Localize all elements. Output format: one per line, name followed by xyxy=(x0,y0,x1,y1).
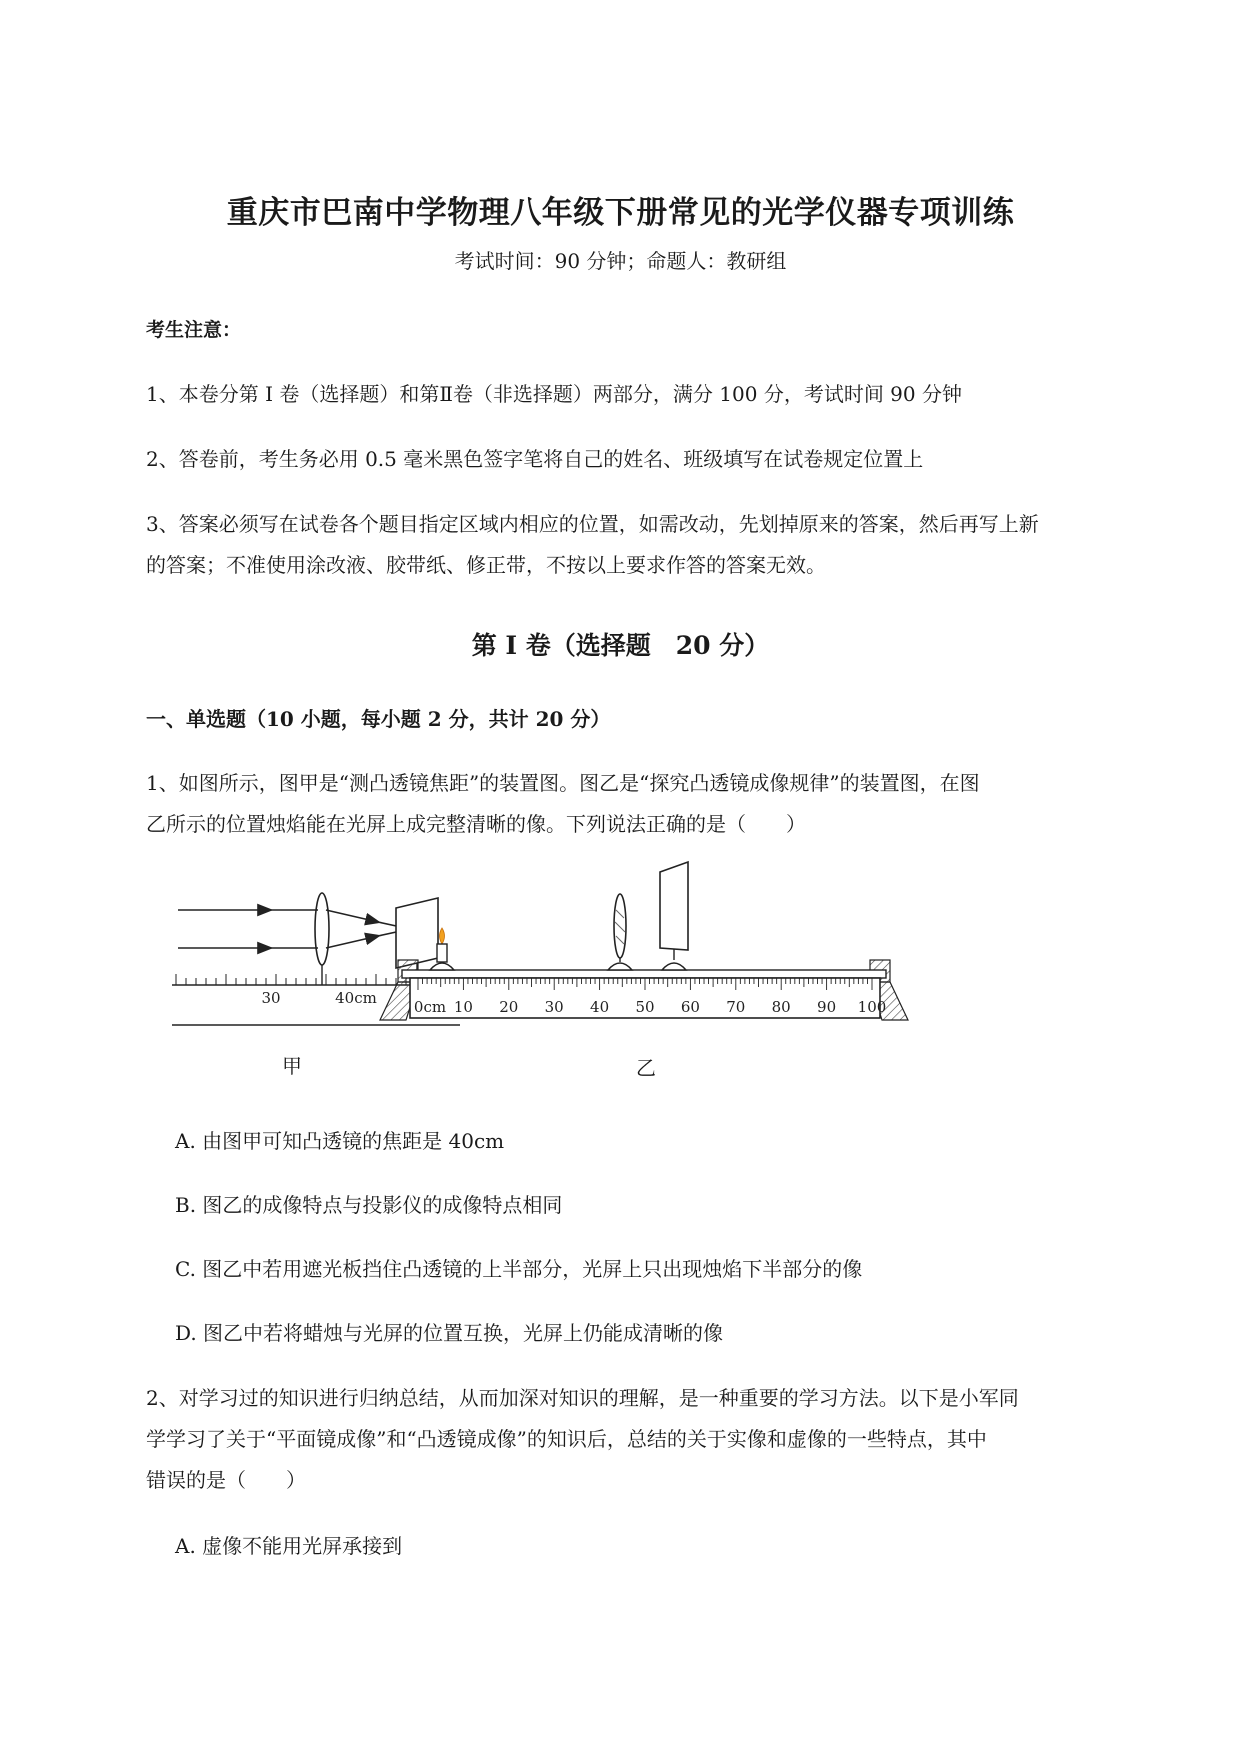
option-a[interactable]: A. 虚像不能用光屏承接到 xyxy=(175,1534,403,1558)
page-title: 重庆市巴南中学物理八年级下册常见的光学仪器专项训练 xyxy=(226,195,1015,231)
exam-subtitle: 考试时间：90 分钟；命题人：教研组 xyxy=(454,249,787,273)
tick-label: 90 xyxy=(817,998,837,1016)
question-1-stem: 1、如图所示，图甲是“测凸透镜焦距”的装置图。图乙是“探究凸透镜成像规律”的装置图，在图 xyxy=(146,771,980,795)
screen-jia xyxy=(396,898,438,968)
tick-label: 60 xyxy=(680,998,700,1016)
notice-item: 1、本卷分第 I 卷（选择题）和第Ⅱ卷（非选择题）两部分，满分 100 分，考试时间 90 分钟 xyxy=(146,382,962,406)
optics-figure xyxy=(160,860,960,1090)
question-2-stem: 2、对学习过的知识进行归纳总结，从而加深对知识的理解，是一种重要的学习方法。以下是小军同 xyxy=(146,1386,1019,1410)
question-2-stem-continued: 错误的是（ ） xyxy=(146,1468,306,1492)
tick-label: 100 xyxy=(857,998,887,1016)
option-d[interactable]: D. 图乙中若将蜡烛与光屏的位置互换，光屏上仍能成清晰的像 xyxy=(175,1321,724,1345)
option-a[interactable]: A. 由图甲可知凸透镜的焦距是 40cm xyxy=(175,1129,505,1153)
convex-lens xyxy=(315,893,329,965)
tick-label: 0cm xyxy=(413,998,447,1016)
option-b[interactable]: B. 图乙的成像特点与投影仪的成像特点相同 xyxy=(175,1193,563,1217)
screen-yi xyxy=(660,862,688,970)
notice-heading: 考生注意： xyxy=(146,319,242,341)
lens-yi xyxy=(608,894,632,970)
notice-item: 2、答卷前，考生务必用 0.5 毫米黑色签字笔将自己的姓名、班级填写在试卷规定位置上 xyxy=(146,447,924,471)
figure-label-jia: 甲 xyxy=(282,1054,302,1078)
tick-label: 80 xyxy=(771,998,791,1016)
notice-item: 3、答案必须写在试卷各个题目指定区域内相应的位置，如需改动，先划掉原来的答案，然后再写上新 xyxy=(146,512,1039,536)
notice-item-continued: 的答案；不准使用涂改液、胶带纸、修正带，不按以上要求作答的答案无效。 xyxy=(146,553,826,577)
tick-label: 20 xyxy=(499,998,519,1016)
tick-label: 30 xyxy=(261,989,281,1007)
question-2-stem-continued: 学学习了关于“平面镜成像”和“凸透镜成像”的知识后，总结的关于实像和虚像的一些特点，其中 xyxy=(146,1427,987,1451)
figure-label-yi: 乙 xyxy=(636,1056,656,1080)
tick-label: 40 xyxy=(590,998,610,1016)
figure-yi xyxy=(380,862,908,1020)
tick-label: 50 xyxy=(635,998,655,1016)
tick-label: 70 xyxy=(726,998,746,1016)
part-heading: 一、单选题（10 小题，每小题 2 分，共计 20 分） xyxy=(146,707,611,731)
question-1-stem-continued: 乙所示的位置烛焰能在光屏上成完整清晰的像。下列说法正确的是（ ） xyxy=(146,812,806,836)
tick-label: 40cm xyxy=(335,989,377,1007)
tick-label: 10 xyxy=(453,998,473,1016)
tick-label: 30 xyxy=(544,998,564,1016)
option-c[interactable]: C. 图乙中若用遮光板挡住凸透镜的上半部分，光屏上只出现烛焰下半部分的像 xyxy=(175,1257,863,1281)
section-title: 第 I 卷（选择题 20 分） xyxy=(471,631,770,660)
